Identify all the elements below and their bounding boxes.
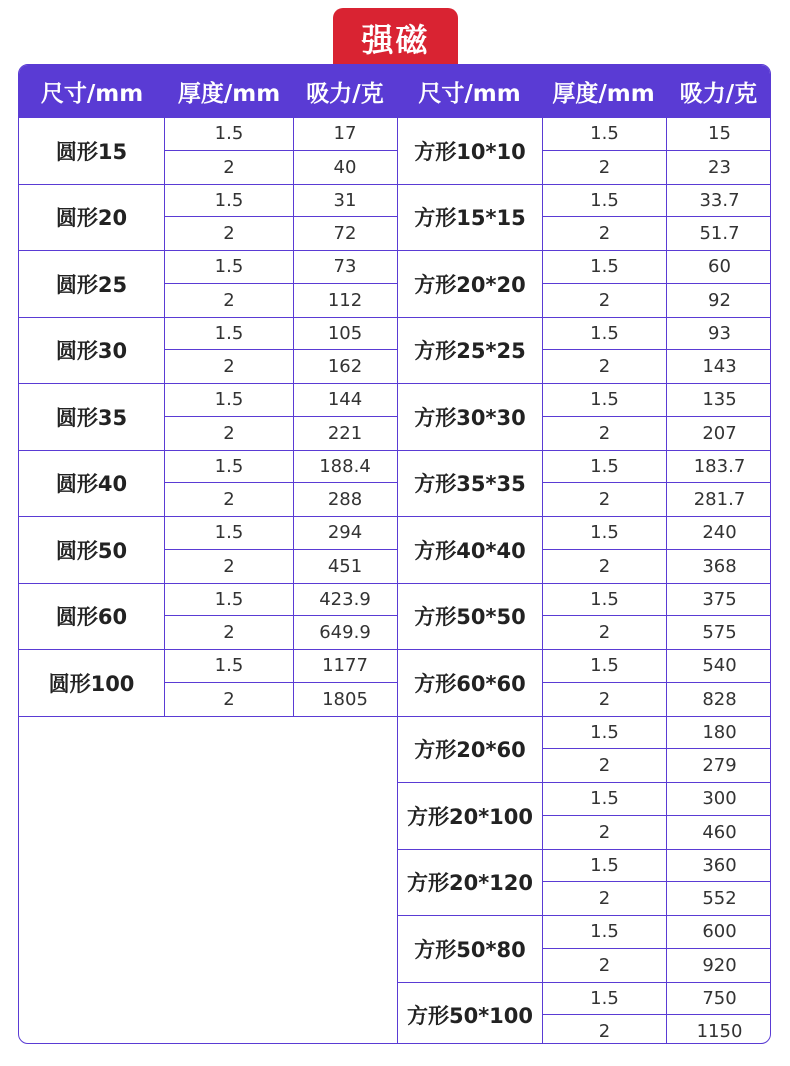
- thickness-cell: 2: [223, 223, 235, 245]
- thickness-cell: 2: [598, 422, 611, 444]
- force-cell: 31: [293, 185, 397, 218]
- table-row-group: [19, 584, 397, 651]
- force-cell: 575: [702, 622, 737, 644]
- force-cell: 207: [702, 422, 737, 444]
- column-divider: [293, 185, 294, 251]
- thickness-cell: 1.5: [543, 916, 666, 949]
- thickness-cell: 1.5: [543, 983, 666, 1016]
- size-cell: 圆形25: [19, 251, 165, 317]
- force-cell: 920: [702, 954, 737, 976]
- size-cell: 圆形50: [19, 517, 165, 583]
- force-cells: [666, 185, 771, 251]
- thickness-cell: 1.5: [543, 451, 666, 484]
- column-divider: [293, 650, 294, 716]
- force-cells: [293, 384, 397, 450]
- thickness-cell: 1.5: [165, 251, 293, 284]
- force-cell: 40: [333, 156, 357, 178]
- size-cell: 圆形35: [19, 384, 165, 450]
- size-cell: 方形50*100: [398, 983, 543, 1045]
- spec-table: [18, 64, 771, 1044]
- table-row-group: [397, 783, 771, 850]
- size-cell: 方形50*50: [398, 584, 543, 650]
- thickness-cell: 1.5: [543, 118, 666, 151]
- thickness-cell: 1.5: [543, 650, 666, 683]
- size-cell: 方形15*15: [398, 185, 543, 251]
- thickness-cell: 2: [223, 422, 235, 444]
- thickness-cell: 2: [598, 888, 611, 910]
- thickness-cell: 2: [598, 555, 611, 577]
- table-row-group: [19, 318, 397, 385]
- thickness-cell: 1.5: [543, 185, 666, 218]
- thickness-cells: [543, 717, 666, 783]
- table-row-group: [397, 850, 771, 917]
- thickness-cell: 2: [223, 622, 235, 644]
- thickness-cell: 1.5: [543, 850, 666, 883]
- force-cell: 1177: [293, 650, 397, 683]
- size-cell: 方形35*35: [398, 451, 543, 517]
- table-row-group: [397, 717, 771, 784]
- force-cells: [293, 584, 397, 650]
- size-cell: 方形30*30: [398, 384, 543, 450]
- thickness-cells: [165, 185, 293, 251]
- table-row-group: [397, 185, 771, 252]
- force-cell: 540: [666, 650, 771, 683]
- force-cell: 279: [702, 755, 737, 777]
- table-row-group: [19, 517, 397, 584]
- column-divider: [666, 517, 667, 583]
- thickness-cells: [543, 783, 666, 849]
- force-cell: 162: [327, 356, 363, 378]
- header-size-square: 尺寸/mm: [418, 81, 521, 107]
- force-cell: 188.4: [293, 451, 397, 484]
- header-thickness-square: 厚度/mm: [552, 81, 655, 107]
- thickness-cell: 2: [598, 1021, 611, 1043]
- column-divider: [293, 584, 294, 650]
- force-cell: 750: [666, 983, 771, 1016]
- force-cell: 649.9: [319, 622, 371, 644]
- thickness-cells: [543, 451, 666, 517]
- thickness-cells: [543, 983, 666, 1045]
- thickness-cell: 1.5: [543, 517, 666, 550]
- column-divider: [293, 517, 294, 583]
- thickness-cell: 1.5: [543, 783, 666, 816]
- force-cell: 183.7: [666, 451, 771, 484]
- size-cell: 方形20*60: [398, 717, 543, 783]
- force-cell: 460: [702, 821, 737, 843]
- thickness-cell: 1.5: [543, 318, 666, 351]
- column-divider: [666, 318, 667, 384]
- force-cells: [666, 717, 771, 783]
- force-cell: 51.7: [699, 223, 740, 245]
- thickness-cells: [543, 118, 666, 184]
- column-divider: [666, 650, 667, 716]
- force-cells: [293, 185, 397, 251]
- force-cell: 221: [327, 422, 363, 444]
- size-cell: 圆形30: [19, 318, 165, 384]
- thickness-cells: [543, 517, 666, 583]
- thickness-cell: 2: [598, 622, 611, 644]
- thickness-cell: 2: [223, 156, 235, 178]
- column-divider: [293, 384, 294, 450]
- size-cell: 圆形100: [19, 650, 165, 716]
- column-divider: [666, 916, 667, 982]
- thickness-cells: [543, 850, 666, 916]
- thickness-cell: 1.5: [165, 451, 293, 484]
- thickness-cells: [543, 916, 666, 982]
- column-divider: [666, 584, 667, 650]
- force-cells: [666, 584, 771, 650]
- thickness-cell: 2: [598, 289, 611, 311]
- force-cells: [666, 650, 771, 716]
- force-cells: [666, 850, 771, 916]
- force-cell: 240: [666, 517, 771, 550]
- force-cells: [666, 318, 771, 384]
- column-divider: [293, 318, 294, 384]
- force-cell: 294: [293, 517, 397, 550]
- table-row-group: [19, 251, 397, 318]
- thickness-cell: 1.5: [543, 584, 666, 617]
- table-row-group: [19, 185, 397, 252]
- force-cells: [666, 118, 771, 184]
- column-divider: [666, 384, 667, 450]
- force-cell: 93: [666, 318, 771, 351]
- square-magnet-column: [397, 118, 771, 1044]
- force-cell: 73: [293, 251, 397, 284]
- force-cell: 180: [666, 717, 771, 750]
- column-divider: [293, 118, 294, 184]
- force-cells: [293, 251, 397, 317]
- page-title: 强磁: [333, 8, 458, 68]
- column-divider: [666, 717, 667, 783]
- force-cell: 33.7: [666, 185, 771, 218]
- force-cell: 360: [666, 850, 771, 883]
- thickness-cell: 1.5: [165, 384, 293, 417]
- round-magnet-column: [19, 118, 397, 717]
- thickness-cell: 2: [223, 289, 235, 311]
- column-divider: [666, 983, 667, 1045]
- thickness-cell: 2: [598, 755, 611, 777]
- thickness-cell: 1.5: [543, 717, 666, 750]
- force-cell: 60: [666, 251, 771, 284]
- header-force-round: 吸力/克: [306, 81, 384, 107]
- force-cell: 281.7: [693, 489, 746, 511]
- thickness-cell: 2: [223, 555, 235, 577]
- force-cell: 1150: [696, 1021, 743, 1043]
- thickness-cell: 1.5: [543, 251, 666, 284]
- size-cell: 圆形20: [19, 185, 165, 251]
- column-divider: [666, 185, 667, 251]
- force-cell: 15: [666, 118, 771, 151]
- thickness-cells: [165, 118, 293, 184]
- size-cell: 方形10*10: [398, 118, 543, 184]
- thickness-cell: 2: [598, 156, 611, 178]
- thickness-cells: [543, 251, 666, 317]
- force-cell: 600: [666, 916, 771, 949]
- force-cells: [293, 118, 397, 184]
- thickness-cell: 1.5: [165, 318, 293, 351]
- force-cells: [666, 783, 771, 849]
- table-row-group: [19, 650, 397, 717]
- force-cells: [666, 983, 771, 1045]
- thickness-cells: [165, 517, 293, 583]
- force-cells: [666, 916, 771, 982]
- force-cell: 144: [293, 384, 397, 417]
- thickness-cell: 2: [598, 356, 611, 378]
- column-divider: [293, 451, 294, 517]
- header-force-square: 吸力/克: [679, 81, 758, 107]
- thickness-cell: 2: [598, 223, 611, 245]
- size-cell: 方形50*80: [398, 916, 543, 982]
- thickness-cells: [165, 451, 293, 517]
- table-row-group: [19, 118, 397, 185]
- thickness-cells: [543, 384, 666, 450]
- size-cell: 方形60*60: [398, 650, 543, 716]
- column-divider: [666, 850, 667, 916]
- thickness-cell: 2: [223, 489, 235, 511]
- thickness-cells: [543, 584, 666, 650]
- table-row-group: [397, 584, 771, 651]
- force-cell: 143: [702, 356, 737, 378]
- force-cells: [666, 517, 771, 583]
- thickness-cells: [165, 650, 293, 716]
- thickness-cell: 2: [598, 821, 611, 843]
- size-cell: 方形25*25: [398, 318, 543, 384]
- thickness-cells: [165, 318, 293, 384]
- force-cell: 368: [702, 555, 737, 577]
- column-divider: [293, 251, 294, 317]
- force-cell: 135: [666, 384, 771, 417]
- force-cell: 17: [293, 118, 397, 151]
- table-row-group: [397, 118, 771, 185]
- thickness-cell: 2: [223, 356, 235, 378]
- force-cell: 105: [293, 318, 397, 351]
- force-cell: 288: [327, 489, 363, 511]
- table-row-group: [397, 451, 771, 518]
- thickness-cell: 1.5: [165, 185, 293, 218]
- column-divider: [666, 451, 667, 517]
- force-cell: 1805: [322, 688, 368, 710]
- table-row-group: [397, 251, 771, 318]
- table-row-group: [397, 384, 771, 451]
- table-row-group: [397, 517, 771, 584]
- table-row-group: [397, 650, 771, 717]
- force-cells: [293, 517, 397, 583]
- table-header: [19, 65, 770, 118]
- force-cell: 72: [333, 223, 357, 245]
- header-size-round: 尺寸/mm: [40, 81, 144, 107]
- thickness-cells: [165, 251, 293, 317]
- header-thickness-round: 厚度/mm: [177, 81, 281, 107]
- force-cells: [666, 451, 771, 517]
- thickness-cell: 1.5: [165, 517, 293, 550]
- thickness-cells: [165, 584, 293, 650]
- thickness-cells: [543, 650, 666, 716]
- thickness-cells: [543, 318, 666, 384]
- force-cells: [293, 451, 397, 517]
- column-divider: [666, 783, 667, 849]
- table-row-group: [19, 451, 397, 518]
- force-cells: [666, 384, 771, 450]
- thickness-cells: [543, 185, 666, 251]
- thickness-cell: 2: [598, 954, 611, 976]
- thickness-cell: 2: [598, 489, 611, 511]
- size-cell: 方形40*40: [398, 517, 543, 583]
- size-cell: 方形20*100: [398, 783, 543, 849]
- force-cells: [293, 650, 397, 716]
- force-cell: 112: [327, 289, 363, 311]
- thickness-cell: 1.5: [165, 118, 293, 151]
- table-row-group: [397, 983, 771, 1045]
- force-cell: 451: [327, 555, 363, 577]
- thickness-cells: [165, 384, 293, 450]
- size-cell: 方形20*20: [398, 251, 543, 317]
- force-cell: 300: [666, 783, 771, 816]
- force-cell: 423.9: [293, 584, 397, 617]
- table-row-group: [19, 384, 397, 451]
- force-cell: 552: [702, 888, 737, 910]
- size-cell: 圆形60: [19, 584, 165, 650]
- force-cells: [293, 318, 397, 384]
- force-cell: 92: [708, 289, 731, 311]
- table-row-group: [397, 318, 771, 385]
- thickness-cell: 2: [598, 688, 611, 710]
- thickness-cell: 1.5: [165, 650, 293, 683]
- column-divider: [666, 251, 667, 317]
- force-cell: 375: [666, 584, 771, 617]
- column-divider: [666, 118, 667, 184]
- force-cells: [666, 251, 771, 317]
- size-cell: 圆形40: [19, 451, 165, 517]
- thickness-cell: 1.5: [543, 384, 666, 417]
- force-cell: 828: [702, 688, 737, 710]
- size-cell: 圆形15: [19, 118, 165, 184]
- table-row-group: [397, 916, 771, 983]
- size-cell: 方形20*120: [398, 850, 543, 916]
- thickness-cell: 2: [223, 688, 235, 710]
- force-cell: 23: [708, 156, 731, 178]
- thickness-cell: 1.5: [165, 584, 293, 617]
